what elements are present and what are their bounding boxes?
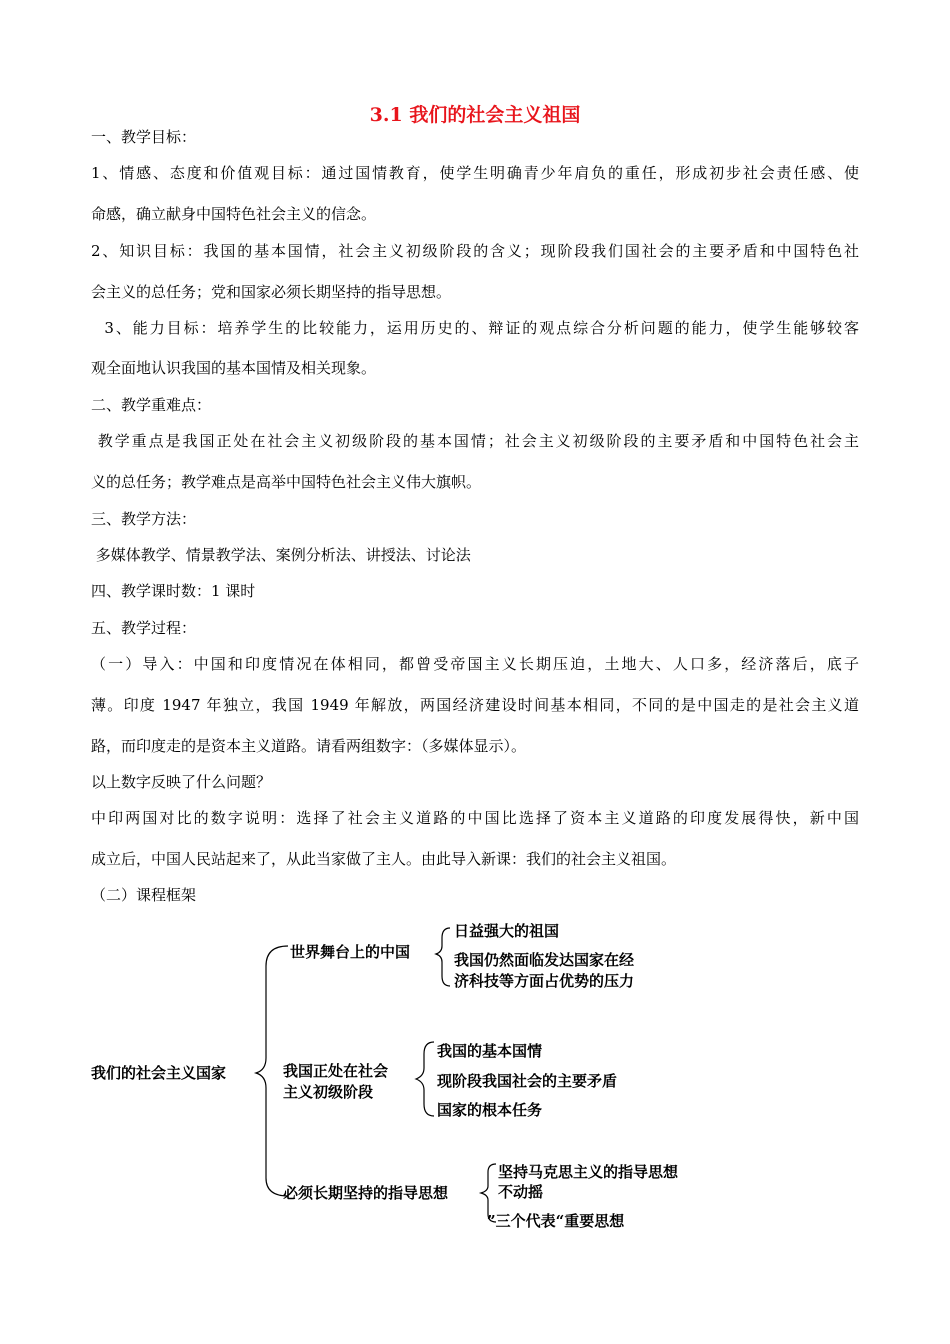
paragraph-line: 薄。印度 1947 年独立，我国 1949 年解放，两国经济建设时间基本相同，不同的是中国走的是社会主义道: [91, 696, 859, 714]
branch-3-label: 必须长期坚持的指导思想: [283, 1184, 449, 1202]
paragraph-line: 成立后，中国人民站起来了，从此当家做了主人。由此导入新课：我们的社会主义祖国。: [91, 850, 677, 868]
paragraph-line: 观全面地认识我国的基本国情及相关现象。: [91, 359, 377, 377]
brace-2: [416, 1042, 434, 1116]
paragraph-line: （一）导入：中国和印度情况在体相同，都曾受帝国主义长期压迫，土地大、人口多，经济落后，底子: [91, 655, 859, 673]
paragraph-line: 多媒体教学、情景教学法、案例分析法、讲授法、讨论法: [91, 546, 471, 564]
branch-3-item: 坚持马克思主义的指导思想: [498, 1163, 679, 1181]
paragraph-line: 命感，确立献身中国特色社会主义的信念。: [91, 205, 377, 223]
branch-1-label: 世界舞台上的中国: [290, 943, 411, 961]
framework-root: 我们的社会主义国家: [91, 1064, 227, 1082]
branch-1-item: 济科技等方面占优势的压力: [454, 972, 635, 990]
page-title: 3.1 我们的社会主义祖国: [369, 104, 581, 126]
subsection-heading-framework: （二）课程框架: [91, 886, 197, 904]
paragraph-line: 中印两国对比的数字说明：选择了社会主义道路的中国比选择了资本主义道路的印度发展得快，新中国: [91, 809, 859, 827]
paragraph-line: 2、知识目标：我国的基本国情，社会主义初级阶段的含义；现阶段我们国社会的主要矛盾和中国特色社: [91, 242, 859, 260]
branch-3-item: ”三个代表“重要思想: [487, 1212, 625, 1230]
paragraph-line: 路，而印度走的是资本主义道路。请看两组数字：（多媒体显示）。: [91, 737, 527, 755]
section-heading-goals: 一、教学目标：: [91, 128, 197, 146]
branch-2-item: 国家的根本任务: [437, 1101, 543, 1119]
paragraph-line: 1、情感、态度和价值观目标：通过国情教育，使学生明确青少年肩负的重任，形成初步社会责任感、使: [91, 164, 859, 182]
branch-2-item: 我国的基本国情: [437, 1042, 543, 1060]
paragraph-line: 教学重点是我国正处在社会主义初级阶段的基本国情；社会主义初级阶段的主要矛盾和中国特色社会主: [91, 432, 859, 450]
brace-1: [436, 928, 450, 986]
paragraph-line: 会主义的总任务；党和国家必须长期坚持的指导思想。: [91, 283, 452, 301]
paragraph-line: 3、能力目标：培养学生的比较能力，运用历史的、辩证的观点综合分析问题的能力，使学生能够较客: [91, 319, 859, 337]
branch-1-item: 日益强大的祖国: [454, 922, 560, 940]
branch-2-label-line1: 我国正处在社会: [283, 1062, 389, 1080]
paragraph-line: 义的总任务；教学难点是高举中国特色社会主义伟大旗帜。: [91, 473, 482, 491]
paragraph-line: 以上数字反映了什么问题？: [91, 773, 272, 791]
section-heading-hours: 四、教学课时数：1 课时: [91, 582, 256, 600]
branch-3-item: 不动摇: [498, 1183, 544, 1201]
branch-1-item: 我国仍然面临发达国家在经: [454, 951, 635, 969]
branch-2-label-line2: 主义初级阶段: [283, 1083, 374, 1101]
section-heading-process: 五、教学过程：: [91, 619, 197, 637]
branch-2-item: 现阶段我国社会的主要矛盾: [437, 1072, 618, 1090]
section-heading-keypoints: 二、教学重难点：: [91, 396, 212, 414]
section-heading-methods: 三、教学方法：: [91, 510, 197, 528]
